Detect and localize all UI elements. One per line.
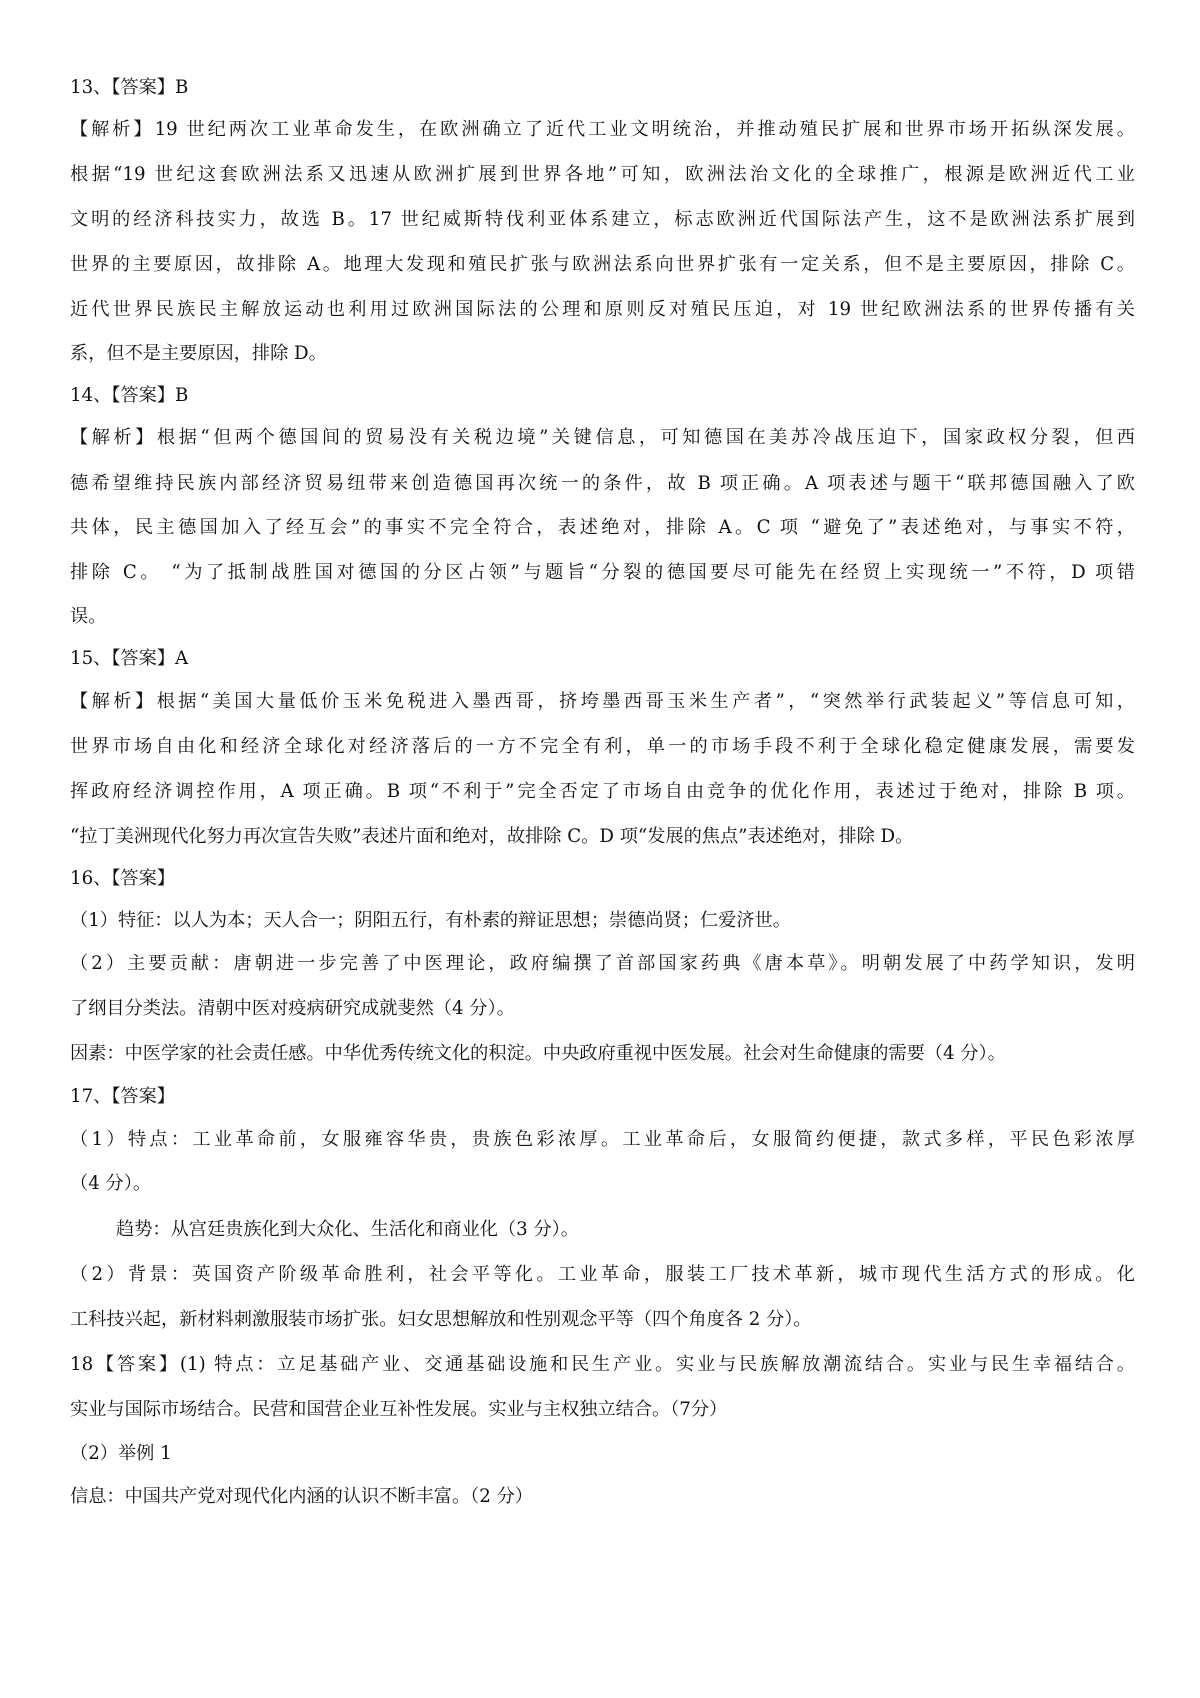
q15-analysis-line: “拉丁美洲现代化努力再次宣告失败”表述片面和绝对，故排除 C。D 项“发展的焦点”表述绝对，排除 D。 xyxy=(70,826,914,847)
q17-answer-line: （2）背景：英国资产阶级革命胜利，社会平等化。工业革命，服装工厂技术革新，城市现代生活方式的形成。化 xyxy=(70,1264,1135,1285)
q18-answer-line: （2）举例 1 xyxy=(70,1443,172,1464)
q13-analysis-line: 根据“19 世纪这套欧洲法系又迅速从欧洲扩展到世界各地”可知，欧洲法治文化的全球推广，根源是欧洲近代工业 xyxy=(70,164,1135,185)
q14-analysis-line: 排除 C。 “为了抵制战胜国对德国的分区占领”与题旨“分裂的德国要尽可能先在经贸上实现统一”不符，D 项错 xyxy=(70,562,1135,583)
q18-answer-line: 信息：中国共产党对现代化内涵的认识不断丰富。（2 分） xyxy=(70,1486,533,1507)
q16-answer-line: 因素：中医学家的社会责任感。中华优秀传统文化的积淀。中央政府重视中医发展。社会对生命健康的需要（4 分）。 xyxy=(70,1043,1006,1064)
q14-analysis-line: 误。 xyxy=(70,606,107,627)
q13-analysis-line: 【解析】19 世纪两次工业革命发生，在欧洲确立了近代工业文明统治，并推动殖民扩展和世界市场开拓纵深发展。 xyxy=(70,119,1135,140)
q16-answer-line: 了纲目分类法。清朝中医对疫病研究成就斐然（4 分）。 xyxy=(70,998,515,1019)
q14-answer-heading: 14、【答案】B xyxy=(70,385,189,406)
q17-answer-line: 趋势：从宫廷贵族化到大众化、生活化和商业化（3 分）。 xyxy=(116,1219,579,1240)
q14-analysis-line: 共体，民主德国加入了经互会”的事实不完全符合，表述绝对，排除 A。C 项 “避免了”表述绝对，与事实不符， xyxy=(70,517,1135,538)
q17-answer-line: （4 分）。 xyxy=(70,1173,152,1194)
q14-analysis-line: 德希望维持民族内部经济贸易纽带来创造德国再次统一的条件，故 B 项正确。A 项表述与题干“联邦德国融入了欧 xyxy=(70,473,1135,494)
q13-analysis-line: 世界的主要原因，故排除 A。地理大发现和殖民扩张与欧洲法系向世界扩张有一定关系，但不是主要原因，排除 C。 xyxy=(70,254,1135,275)
q13-analysis-line: 文明的经济科技实力，故选 B。17 世纪威斯特伐利亚体系建立，标志欧洲近代国际法产生，这不是欧洲法系扩展到 xyxy=(70,209,1135,230)
q16-answer-line: （1）特征：以人为本；天人合一；阴阳五行，有朴素的辩证思想；崇德尚贤；仁爱济世。 xyxy=(70,910,791,931)
q15-answer-heading: 15、【答案】A xyxy=(70,648,189,669)
q17-answer-heading: 17、【答案】 xyxy=(70,1086,175,1107)
q15-analysis-line: 挥政府经济调控作用，A 项正确。B 项“不利于”完全否定了市场自由竞争的优化作用，表述过于绝对，排除 B 项。 xyxy=(70,781,1135,802)
q15-analysis-line: 世界市场自由化和经济全球化对经济落后的一方不完全有利，单一的市场手段不利于全球化稳定健康发展，需要发 xyxy=(70,736,1135,757)
q18-answer-line: 实业与国际市场结合。民营和国营企业互补性发展。实业与主权独立结合。（7分） xyxy=(70,1399,728,1420)
q13-answer-heading: 13、【答案】B xyxy=(70,77,189,98)
q15-analysis-line: 【解析】根据“美国大量低价玉米免税进入墨西哥，挤垮墨西哥玉米生产者”，“突然举行武装起义”等信息可知， xyxy=(70,691,1135,712)
q13-analysis-line: 系，但不是主要原因，排除 D。 xyxy=(70,343,327,364)
q13-analysis-line: 近代世界民族民主解放运动也利用过欧洲国际法的公理和原则反对殖民压迫，对 19 世纪欧洲法系的世界传播有关 xyxy=(70,299,1135,320)
q17-answer-line: 工科技兴起，新材料刺激服装市场扩张。妇女思想解放和性别观念平等（四个角度各 2 分）。 xyxy=(70,1309,812,1330)
q17-answer-line: （1）特点：工业革命前，女服雍容华贵，贵族色彩浓厚。工业革命后，女服简约便捷，款式多样，平民色彩浓厚 xyxy=(70,1129,1135,1150)
q16-answer-heading: 16、【答案】 xyxy=(70,868,175,889)
q16-answer-line: （2）主要贡献：唐朝进一步完善了中医理论，政府编撰了首部国家药典《唐本草》。明朝发展了中药学知识，发明 xyxy=(70,953,1135,974)
q14-analysis-line: 【解析】根据“但两个德国间的贸易没有关税边境”关键信息，可知德国在美苏冷战压迫下，国家政权分裂，但西 xyxy=(70,427,1135,448)
q18-answer-line: 18【答案】(1) 特点：立足基础产业、交通基础设施和民生产业。实业与民族解放潮流结合。实业与民生幸福结合。 xyxy=(70,1354,1135,1375)
